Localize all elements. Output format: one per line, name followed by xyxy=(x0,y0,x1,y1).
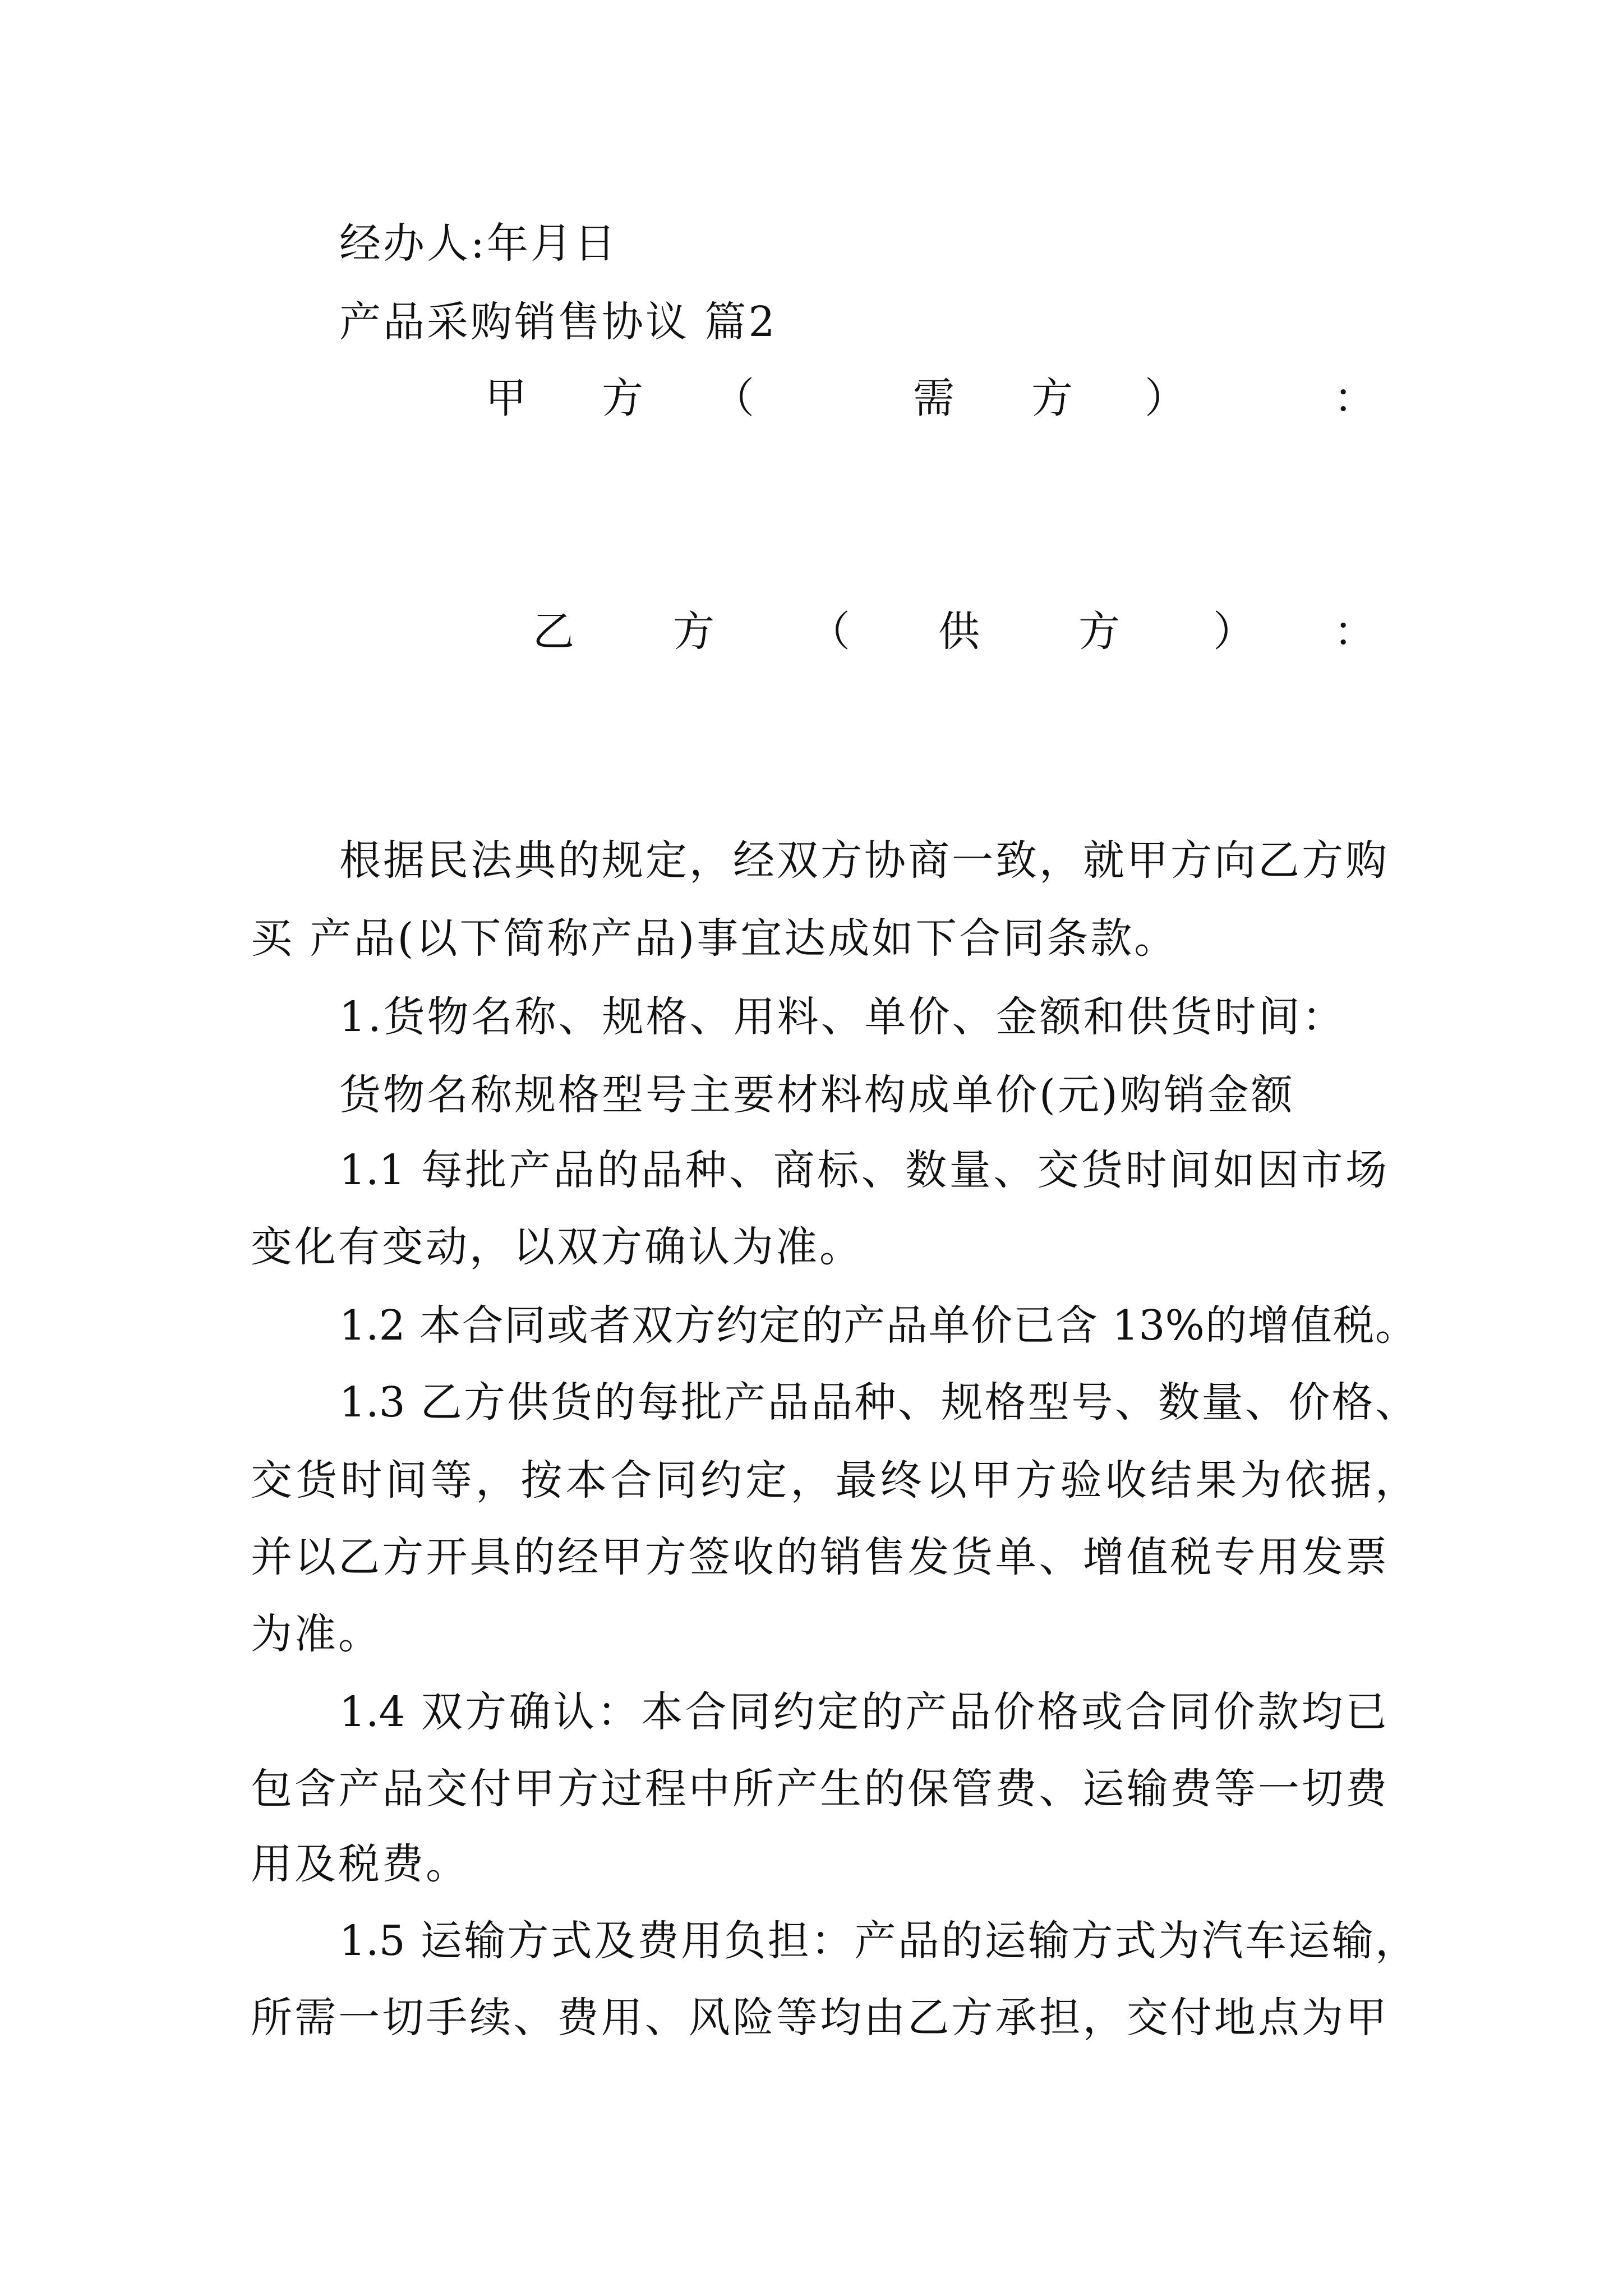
body-line: 用及税费。 xyxy=(251,1840,469,1888)
body-line: 交货时间等，按本合同约定，最终以甲方验收结果为依据， xyxy=(251,1456,1417,1504)
party-b-char: 方 xyxy=(1078,608,1120,656)
party-a-char: ） xyxy=(1145,374,1186,422)
party-b-char: ） xyxy=(1213,608,1255,656)
party-a-char: 方 xyxy=(602,374,643,422)
party-b-char: 乙 xyxy=(533,608,574,656)
party-b-char: （ xyxy=(809,608,850,656)
body-line: 1.4 双方确认：本合同约定的产品价格或合同价款均已 xyxy=(339,1688,1387,1736)
body-line: 1.1 每批产品的品种、商标、数量、交货时间如因市场 xyxy=(339,1146,1387,1194)
body-line: 所需一切手续、费用、风险等均由乙方承担，交付地点为甲 xyxy=(251,1994,1387,2042)
party-a-char: 甲 xyxy=(485,374,527,422)
body-line: 变化有变动，以双方确认为准。 xyxy=(251,1223,863,1271)
body-line: 1.3 乙方供货的每批产品品种、规格型号、数量、价格、 xyxy=(339,1378,1417,1427)
party-b-char: 供 xyxy=(938,608,980,656)
party-b-char: ： xyxy=(1334,608,1375,656)
body-line: 1.货物名称、规格、用料、单价、金额和供货时间： xyxy=(339,993,1346,1041)
body-line: 包含产品交付甲方过程中所产生的保管费、运输费等一切费 xyxy=(251,1765,1387,1813)
party-a-char: ： xyxy=(1334,374,1375,422)
party-a-char: 需 xyxy=(913,374,955,422)
body-line: 1.5 运输方式及费用负担：产品的运输方式为汽车运输， xyxy=(339,1917,1417,1965)
signature-line: 经办人:年月日 xyxy=(339,219,618,268)
party-a-char: （ xyxy=(713,374,754,422)
body-line: 根据民法典的规定，经双方协商一致，就甲方向乙方购 xyxy=(339,836,1387,885)
body-line: 1.2 本合同或者双方约定的产品单价已含 13%的增值税。 xyxy=(339,1301,1417,1350)
body-line: 货物名称规格型号主要材料构成单价(元)购销金额 xyxy=(339,1071,1295,1119)
party-b-char: 方 xyxy=(673,608,714,656)
body-line: 并以乙方开具的经甲方签收的销售发货单、增值税专用发票 xyxy=(251,1533,1387,1581)
body-line: 为准。 xyxy=(251,1610,382,1658)
body-line: 买 产品(以下简称产品)事宜达成如下合同条款。 xyxy=(251,914,1178,963)
party-a-char: 方 xyxy=(1031,374,1073,422)
section-title: 产品采购销售协议 篇2 xyxy=(339,298,777,346)
